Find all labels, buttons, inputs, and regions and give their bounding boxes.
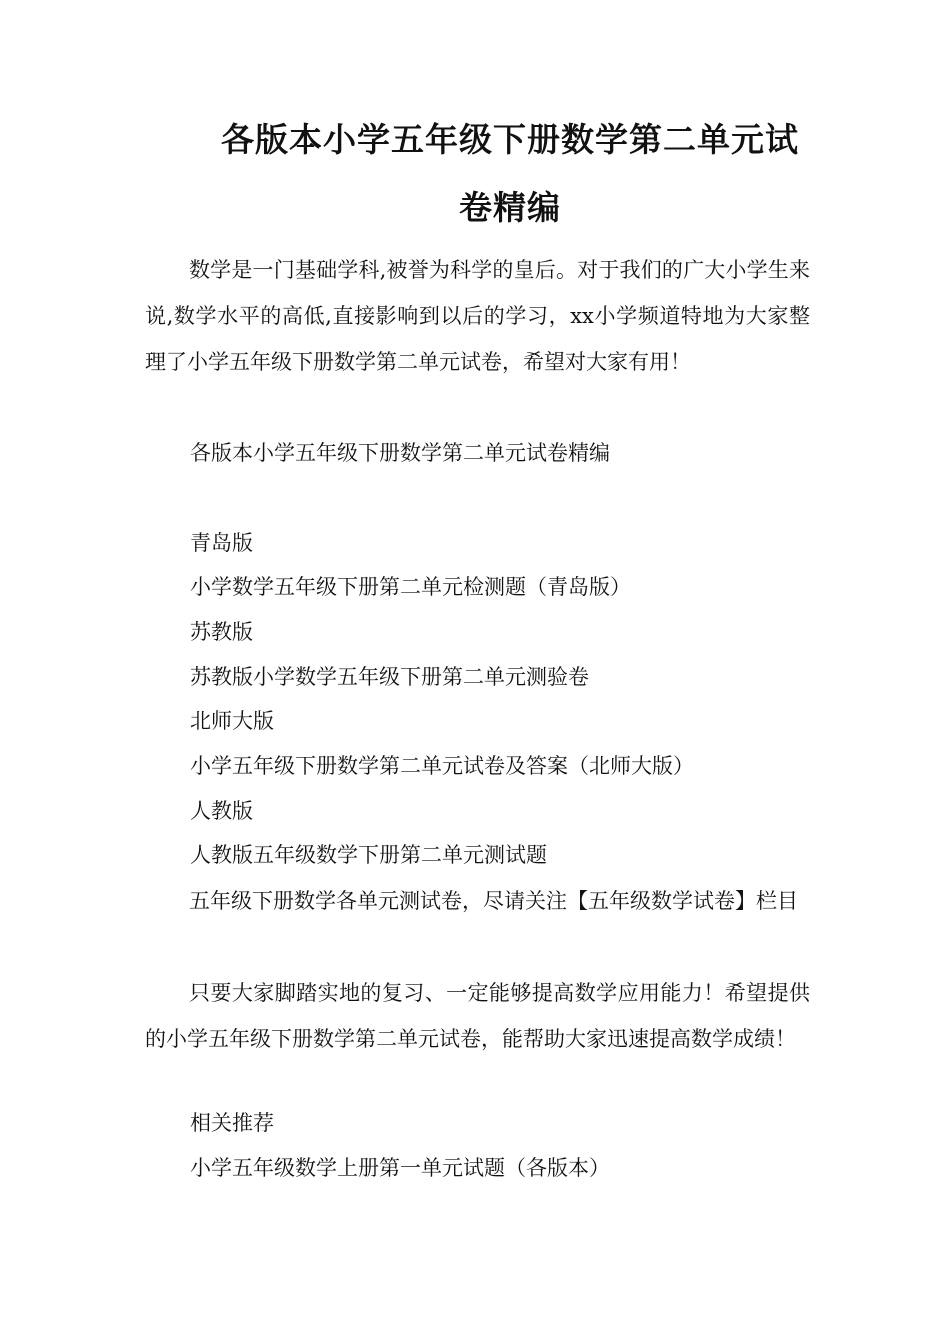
attention-paragraph: 五年级下册数学各单元测试卷，尽请关注【五年级数学试卷】栏目 bbox=[189, 889, 798, 913]
list-item-qingdao-test[interactable]: 小学数学五年级下册第二单元检测题（青岛版） bbox=[190, 575, 631, 599]
version-heading-sujiao: 苏教版 bbox=[190, 620, 253, 644]
document-title-line-2: 卷精编 bbox=[459, 188, 561, 227]
version-heading-renjiao: 人教版 bbox=[190, 799, 253, 823]
list-item-renjiao-test[interactable]: 人教版五年级数学下册第二单元测试题 bbox=[190, 843, 547, 867]
related-link[interactable]: 小学五年级数学上册第一单元试题（各版本） bbox=[190, 1156, 610, 1180]
version-heading-qingdao: 青岛版 bbox=[190, 531, 253, 555]
list-item-sujiao-test[interactable]: 苏教版小学数学五年级下册第二单元测验卷 bbox=[190, 665, 589, 689]
subtitle: 各版本小学五年级下册数学第二单元试卷精编 bbox=[190, 441, 610, 465]
version-heading-beishida: 北师大版 bbox=[190, 709, 274, 733]
intro-paragraph: 数学是一门基础学科,被誉为科学的皇后。对于我们的广大小学生来说,数学水平的高低,直接影响到以后的学习，xx小学频道特地为大家整理了小学五年级下册数学第二单元试卷，希望对大家有用！ bbox=[145, 258, 810, 374]
closing-paragraph: 只要大家脚踏实地的复习、一定能够提高数学应用能力！希望提供的小学五年级下册数学第二单元试卷，能帮助大家迅速提高数学成绩！ bbox=[145, 981, 810, 1051]
document-title-line-1: 各版本小学五年级下册数学第二单元试 bbox=[221, 120, 799, 159]
related-heading: 相关推荐 bbox=[190, 1111, 274, 1135]
list-item-beishida-test[interactable]: 小学五年级下册数学第二单元试卷及答案（北师大版） bbox=[190, 754, 694, 778]
